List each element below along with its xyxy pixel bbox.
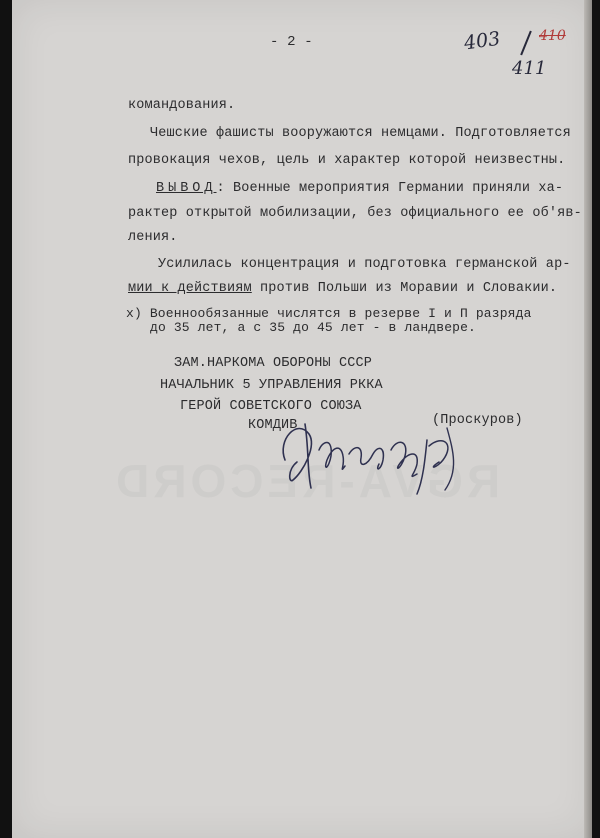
archive-number-second: 411 — [512, 58, 547, 79]
signature-title: ЗАМ.НАРКОМА ОБОРОНЫ СССР — [174, 356, 373, 371]
body-line: рактер открытой мобилизации, без официального ее об'яв- — [128, 206, 582, 221]
archive-number-main: 403 — [462, 27, 502, 55]
body-line-underlined — [128, 281, 557, 296]
conclusion-line — [156, 181, 563, 196]
body-line: Чешские фашисты вооружаются немцами. Подготовляется — [150, 126, 571, 141]
conclusion-text: : Военные мероприятия Германии приняли ха- — [216, 181, 564, 196]
signature-name: (Проскуров) — [432, 413, 523, 428]
signature-title: НАЧАЛЬНИК 5 УПРАВЛЕНИЯ РККА — [160, 378, 383, 393]
archive-slash — [520, 31, 532, 56]
body-line: Усилилась концентрация и подготовка германской ар- — [158, 257, 571, 272]
signature-rank: КОМДИВ — [248, 418, 298, 433]
body-line: провокация чехов, цель и характер которой неизвестны. — [128, 153, 566, 168]
footnote-line: х) Военнообязанные числятся в резерве I и П разряда — [126, 306, 532, 321]
conclusion-label: ВЫВОД — [156, 181, 217, 196]
handwritten-signature — [267, 410, 477, 500]
body-line: ления. — [128, 230, 178, 245]
body-line: командования. — [128, 98, 236, 113]
archive-number-crossed: 410 — [539, 28, 566, 44]
footnote-line: до 35 лет, а с 35 до 45 лет - в ландвере. — [150, 320, 477, 335]
document-page — [12, 0, 592, 838]
signature-title: ГЕРОЙ СОВЕТСКОГО СОЮЗА — [180, 399, 362, 414]
body-text: против Польши из Моравии и Словакии. — [251, 281, 558, 296]
page-edge — [584, 0, 592, 838]
page-number: - 2 - — [270, 34, 313, 50]
underlined-text: мии к действиям — [128, 281, 252, 296]
watermark: RGVA-RECORD — [112, 455, 501, 507]
